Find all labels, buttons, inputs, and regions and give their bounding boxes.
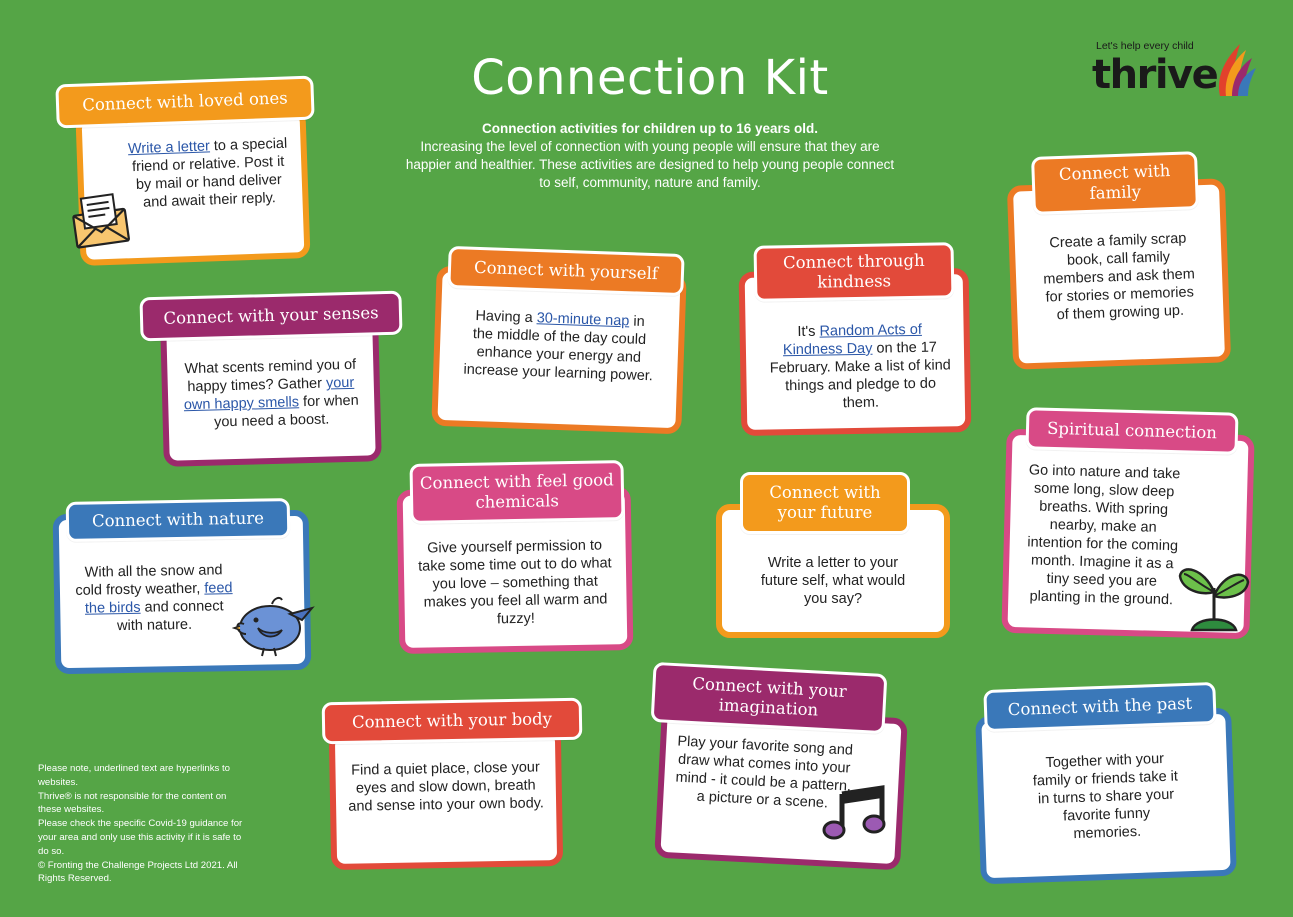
senses-text-before: What scents remind you of happy times? Gather	[184, 356, 357, 396]
thrive-logo	[1088, 38, 1258, 108]
seedling-icon	[1176, 558, 1252, 632]
footnote-hyperlinks: Please note, underlined text are hyperlinks to websites.	[38, 763, 230, 788]
label-past: Connect with the past	[983, 682, 1216, 732]
nature-text-before: With all the snow and cold frosty weather,	[75, 562, 223, 599]
label-imagination: Connect with your imagination	[651, 662, 888, 734]
logo-wordmark: thrive	[1092, 52, 1218, 98]
kindness-text-after: on the 17 February. Make a list of kind things and pledge to do them.	[769, 339, 951, 412]
music-note-icon	[822, 784, 888, 842]
card-family-text: Create a family scrap book, call family members and ask them for stories or memories of them growing up.	[1043, 230, 1196, 324]
label-future: Connect with your future	[740, 472, 910, 534]
intro-bold-line: Connection activities for children up to 16 years old.	[481, 121, 819, 136]
envelope-icon	[70, 190, 134, 250]
page-title: Connection Kit	[471, 50, 829, 106]
senses-text-after: for when you need a boost.	[213, 392, 359, 431]
card-past-text: Together with your family or friends take it in turns to share your favorite funny memories.	[1032, 750, 1179, 843]
footnote-responsibility: Thrive® is not responsible for the content on these websites.	[38, 790, 227, 816]
label-family: Connect with family	[1031, 151, 1199, 215]
card-kindness-text	[767, 320, 953, 413]
label-yourself: Connect with yourself	[447, 246, 684, 296]
card-loved-ones-text	[122, 135, 294, 213]
random-acts-link[interactable]: Random Acts of Kindness Day	[782, 321, 922, 359]
card-spiritual-text: Go into nature and take some long, slow deep breaths. With spring nearby, make an intention for the coming month. Imagine it as a tiny seed you are planting in the ground.	[1027, 462, 1181, 609]
label-kindness: Connect through kindness	[754, 242, 955, 301]
nap-link[interactable]: 30-minute nap	[536, 310, 630, 330]
footnote-covid: Please check the specific Covid-19 guidance for your area and only use this activity if it is safe to do so.	[38, 818, 243, 857]
intro-paragraph: Increasing the level of connection with young people will ensure that they are happier and healthier. These activities are designed to help young people connect to self, community, nature and family.	[405, 139, 895, 190]
flame-icon	[1210, 38, 1258, 100]
feed-the-birds-link[interactable]: feed the birds	[84, 580, 233, 617]
card-past	[975, 708, 1237, 885]
nature-text-after: and connect with nature.	[116, 598, 224, 635]
logo-word	[1092, 52, 1217, 98]
card-nature-text	[73, 561, 234, 636]
write-a-letter-link[interactable]: Write a letter	[127, 138, 211, 158]
bird-icon	[232, 590, 318, 660]
loved-ones-text-after: to a special friend or relative. Post it by mail or hand deliver and await their reply.	[131, 135, 288, 211]
kindness-text-before: It's	[797, 323, 820, 341]
card-body-text: Find a quiet place, close your eyes and slow down, breath and sense into your own body.	[348, 759, 545, 815]
label-feel-good: Connect with feel good chemicals	[409, 460, 624, 524]
yourself-text-after: in the middle of the day could enhance your energy and increase your learning power.	[463, 313, 654, 385]
card-future-text: Write a letter to your future self, what would you say?	[760, 555, 906, 607]
card-senses	[160, 319, 382, 467]
label-nature: Connect with nature	[66, 498, 291, 542]
card-feel-good-text: Give yourself permission to take some time out to do what you love – something that makes you feel all warm and fuzzy!	[418, 537, 612, 628]
label-spiritual: Spiritual connection	[1025, 407, 1238, 455]
card-imagination-text: Play your favorite song and draw what comes into your mind - it could be a pattern, a picture or a scene.	[675, 733, 854, 812]
footnote	[38, 762, 248, 886]
card-yourself-text	[463, 307, 655, 386]
card-senses-text	[177, 356, 365, 433]
card-body	[329, 728, 563, 870]
footnote-copyright: © Fronting the Challenge Projects Ltd 2021. All Rights Reserved.	[38, 859, 238, 885]
happy-smells-link[interactable]: your own happy smells	[183, 374, 355, 414]
label-senses: Connect with your senses	[139, 291, 402, 342]
label-loved-ones: Connect with loved ones	[55, 76, 314, 129]
label-body: Connect with your body	[322, 698, 583, 745]
intro-text	[405, 120, 895, 192]
logo-tagline: Let's help every child	[1096, 40, 1194, 52]
yourself-text-before: Having a	[475, 308, 537, 327]
